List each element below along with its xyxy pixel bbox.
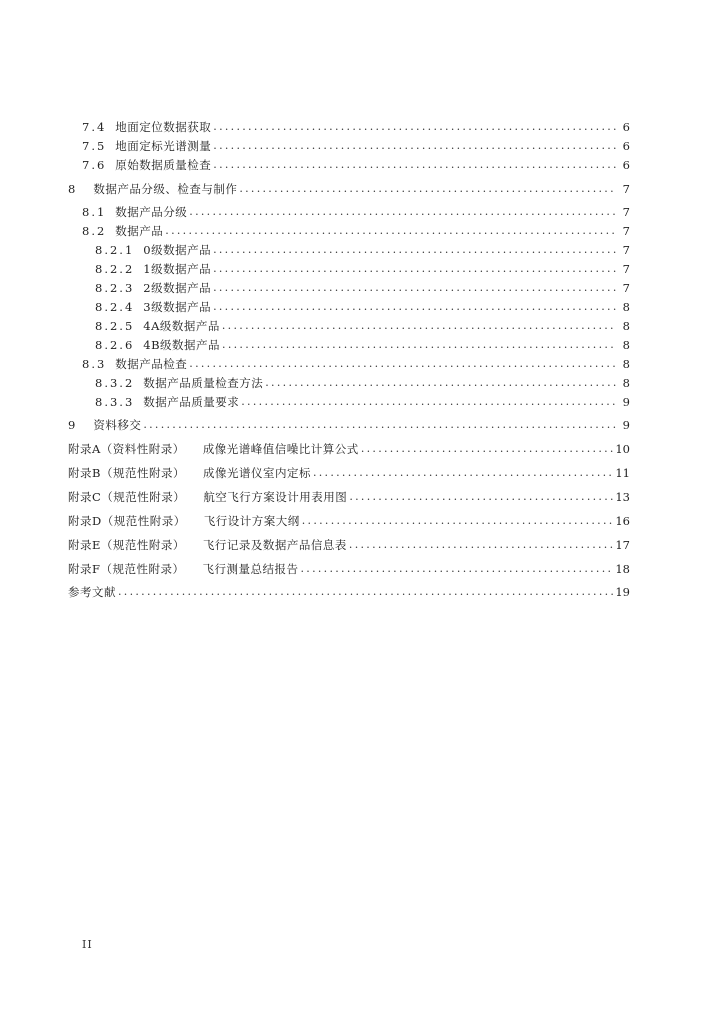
- toc-entry-title: 飞行设计方案大纲: [203, 514, 300, 528]
- toc-entry[interactable]: [82, 118, 630, 136]
- toc-entry-appendix[interactable]: [68, 464, 630, 482]
- toc-entry-number: 9: [68, 418, 78, 432]
- toc-entry-page: 8: [622, 376, 630, 390]
- dot-leader: [361, 440, 614, 458]
- toc-entry-appendix[interactable]: [68, 440, 630, 458]
- toc-entry-page: 8: [622, 319, 630, 333]
- toc-entry-page: 13: [615, 490, 630, 504]
- toc-entry-page: 6: [622, 120, 630, 134]
- toc-entry-title: 数据产品质量要求: [143, 395, 240, 409]
- toc-entry-page: 6: [622, 158, 630, 172]
- dot-leader: [313, 464, 613, 482]
- toc-entry-appendix[interactable]: [68, 560, 630, 578]
- toc-entry-page: 17: [615, 538, 630, 552]
- dot-leader: [165, 222, 616, 240]
- appendix-id: 附录A（资料性附录）: [68, 442, 185, 456]
- toc-entry-number: 8.2.5: [95, 319, 135, 333]
- toc-entry-appendix[interactable]: [68, 488, 630, 506]
- toc-entry-title: 数据产品检查: [115, 357, 188, 371]
- toc-entry-title: 1级数据产品: [143, 262, 212, 276]
- toc-entry[interactable]: [82, 137, 630, 155]
- toc-entry-title: 数据产品: [115, 224, 164, 238]
- toc-entry-appendix[interactable]: [68, 512, 630, 530]
- appendix-id: 附录C（规范性附录）: [68, 490, 186, 504]
- toc-entry[interactable]: [95, 241, 630, 259]
- toc-entry-title: 原始数据质量检查: [115, 158, 212, 172]
- toc-entry-page: 7: [622, 205, 630, 219]
- toc-entry-number: 8.3: [82, 357, 107, 371]
- dot-leader: [213, 279, 616, 297]
- dot-leader: [213, 241, 616, 259]
- toc-entry-appendix[interactable]: [68, 536, 630, 554]
- toc-entry-number: 8.1: [82, 205, 107, 219]
- dot-leader: [213, 137, 616, 155]
- toc-entry[interactable]: [95, 393, 630, 411]
- dot-leader: [222, 336, 616, 354]
- dot-leader: [349, 488, 613, 506]
- toc-entry[interactable]: [68, 416, 630, 434]
- toc-entry[interactable]: [95, 260, 630, 278]
- dot-leader: [213, 156, 616, 174]
- toc-entry[interactable]: [95, 317, 630, 335]
- toc-entry-title: 资料移交: [93, 418, 142, 432]
- dot-leader: [222, 317, 616, 335]
- toc-entry-title: 2级数据产品: [143, 281, 212, 295]
- toc-entry-number: 7.6: [82, 158, 107, 172]
- toc-entry-title: 成像光谱仪室内定标: [202, 466, 311, 480]
- toc-entry[interactable]: [95, 279, 630, 297]
- toc-entry-page: 6: [622, 139, 630, 153]
- dot-leader: [213, 298, 616, 316]
- toc-entry-title: 参考文献: [68, 585, 116, 599]
- toc-entry[interactable]: [82, 203, 630, 221]
- toc-entry[interactable]: [95, 336, 630, 354]
- toc-entry-number: 8.2.6: [95, 338, 135, 352]
- dot-leader: [349, 536, 613, 554]
- toc-entry-title: 飞行记录及数据产品信息表: [202, 538, 347, 552]
- toc-entry-page: 10: [615, 442, 630, 456]
- toc-entry-page: 9: [622, 395, 630, 409]
- page-number-footer: II: [82, 938, 93, 951]
- toc-entry-page: 11: [615, 466, 630, 480]
- toc-entry-number: 8: [68, 182, 78, 196]
- toc-entry-page: 8: [622, 300, 630, 314]
- toc-entry-title: 地面定位数据获取: [115, 120, 212, 134]
- toc-entry-title: 4B级数据产品: [143, 338, 221, 352]
- toc-entry-title: 地面定标光谱测量: [115, 139, 212, 153]
- dot-leader: [300, 560, 613, 578]
- toc-entry-number: 7.4: [82, 120, 107, 134]
- dot-leader: [189, 355, 616, 373]
- dot-leader: [143, 416, 616, 434]
- toc-entry-title: 航空飞行方案设计用表用图: [203, 490, 348, 504]
- toc-entry[interactable]: [95, 298, 630, 316]
- toc-entry-title: 数据产品分级: [115, 205, 188, 219]
- toc-entry-title: 3级数据产品: [143, 300, 212, 314]
- dot-leader: [239, 180, 616, 198]
- toc-entry-page: 7: [622, 262, 630, 276]
- toc-entry-title: 4A级数据产品: [143, 319, 220, 333]
- toc-entry[interactable]: [82, 222, 630, 240]
- toc-entry-title: 数据产品质量检查方法: [143, 376, 264, 390]
- toc-entry-page: 19: [615, 585, 630, 599]
- toc-entry-page: 16: [615, 514, 630, 528]
- toc-entry-number: 8.2.4: [95, 300, 135, 314]
- toc-entry-number: 7.5: [82, 139, 107, 153]
- toc-entry-page: 8: [622, 357, 630, 371]
- toc-entry-title: 数据产品分级、检查与制作: [93, 182, 238, 196]
- dot-leader: [241, 393, 616, 411]
- toc-entry-number: 8.2.1: [95, 243, 135, 257]
- appendix-id: 附录E（规范性附录）: [68, 538, 185, 552]
- toc-entry[interactable]: [82, 156, 630, 174]
- toc-entry-page: 9: [622, 418, 630, 432]
- toc-entry-number: 8.2: [82, 224, 107, 238]
- toc-entry-number: 8.2.2: [95, 262, 135, 276]
- toc-entry[interactable]: [68, 180, 630, 198]
- dot-leader: [213, 118, 616, 136]
- toc-entry-page: 7: [622, 182, 630, 196]
- toc-entry-page: 7: [622, 281, 630, 295]
- dot-leader: [118, 583, 613, 601]
- toc-entry-number: 8.3.2: [95, 376, 135, 390]
- appendix-id: 附录B（规范性附录）: [68, 466, 185, 480]
- dot-leader: [302, 512, 614, 530]
- toc-entry-title: 飞行测量总结报告: [202, 562, 299, 576]
- toc-entry[interactable]: [82, 355, 630, 373]
- toc-entry[interactable]: [68, 583, 630, 601]
- toc-entry-number: 8.2.3: [95, 281, 135, 295]
- toc-entry-page: 7: [622, 224, 630, 238]
- appendix-id: 附录D（规范性附录）: [68, 514, 186, 528]
- toc-entry-page: 8: [622, 338, 630, 352]
- appendix-id: 附录F（规范性附录）: [68, 562, 185, 576]
- toc-entry-title: 0级数据产品: [143, 243, 212, 257]
- dot-leader: [189, 203, 616, 221]
- toc-entry-page: 18: [615, 562, 630, 576]
- toc-entry-page: 7: [622, 243, 630, 257]
- dot-leader: [213, 260, 616, 278]
- toc-entry-number: 8.3.3: [95, 395, 135, 409]
- toc-entry[interactable]: [95, 374, 630, 392]
- toc-entry-title: 成像光谱峰值信噪比计算公式: [202, 442, 359, 456]
- dot-leader: [265, 374, 616, 392]
